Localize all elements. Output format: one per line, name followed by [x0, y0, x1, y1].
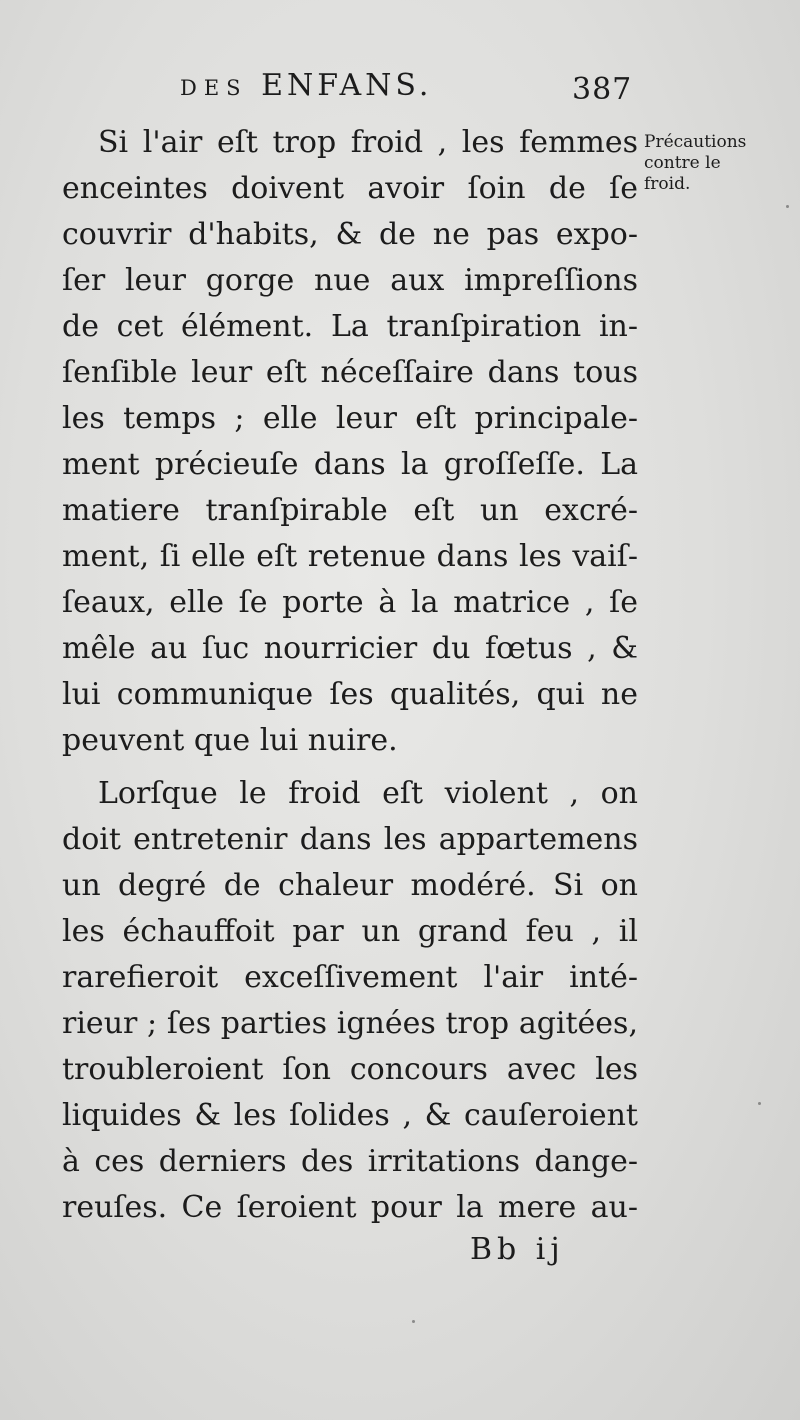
- text-line: ſeaux, elle ſe porte à la matrice , ſe: [62, 585, 638, 620]
- text-line: matiere tranſpirable eſt un excré-: [62, 493, 638, 528]
- text-line: lui communique ſes qualités, qui ne: [62, 677, 638, 712]
- text-line: ſer leur gorge nue aux impreſſions: [62, 263, 638, 298]
- text-line: les temps ; elle leur eſt principale-: [62, 401, 638, 436]
- paper-speck: [412, 1320, 415, 1323]
- margin-note: Précautions contre le froid.: [644, 132, 747, 194]
- running-head-word: ENFANS.: [261, 68, 433, 103]
- text-line: Si l'air eſt trop froid , les femmes: [98, 125, 638, 160]
- text-line: peuvent que lui nuire.: [62, 723, 398, 758]
- text-line: ſenſible leur eſt néceſſaire dans tous: [62, 355, 638, 390]
- text-line: ment, ſi elle eſt retenue dans les vaiſ-: [62, 539, 638, 574]
- text-line: à ces derniers des irritations dange-: [62, 1144, 638, 1179]
- text-line: rieur ; ſes parties ignées trop agitées,: [62, 1006, 638, 1041]
- text-line: de cet élément. La tranſpiration in-: [62, 309, 638, 344]
- text-line: ment précieuſe dans la groſſeſſe. La: [62, 447, 638, 482]
- running-head-small: DES: [180, 76, 248, 100]
- page-number: 387: [572, 72, 633, 107]
- text-line: mêle au ſuc nourricier du fœtus , &: [62, 631, 638, 666]
- text-line: reuſes. Ce ſeroient pour la mere au-: [62, 1190, 638, 1225]
- text-line: rarefieroit exceſſivement l'air inté-: [62, 960, 638, 995]
- text-line: troubleroient ſon concours avec les: [62, 1052, 638, 1087]
- text-line: les échauffoit par un grand feu , il: [62, 914, 638, 949]
- text-line: enceintes doivent avoir ſoin de ſe: [62, 171, 638, 206]
- paper-speck: [758, 1102, 761, 1105]
- text-line: doit entretenir dans les appartemens: [62, 822, 638, 857]
- text-line: couvrir d'habits, & de ne pas expo-: [62, 217, 638, 252]
- paper-speck: [786, 205, 789, 208]
- text-line: liquides & les ſolides , & cauſeroient: [62, 1098, 638, 1133]
- signature-mark: Bb ij: [470, 1232, 565, 1267]
- text-line: Lorſque le froid eſt violent , on: [98, 776, 638, 811]
- running-head: [180, 68, 432, 103]
- text-line: un degré de chaleur modéré. Si on: [62, 868, 638, 903]
